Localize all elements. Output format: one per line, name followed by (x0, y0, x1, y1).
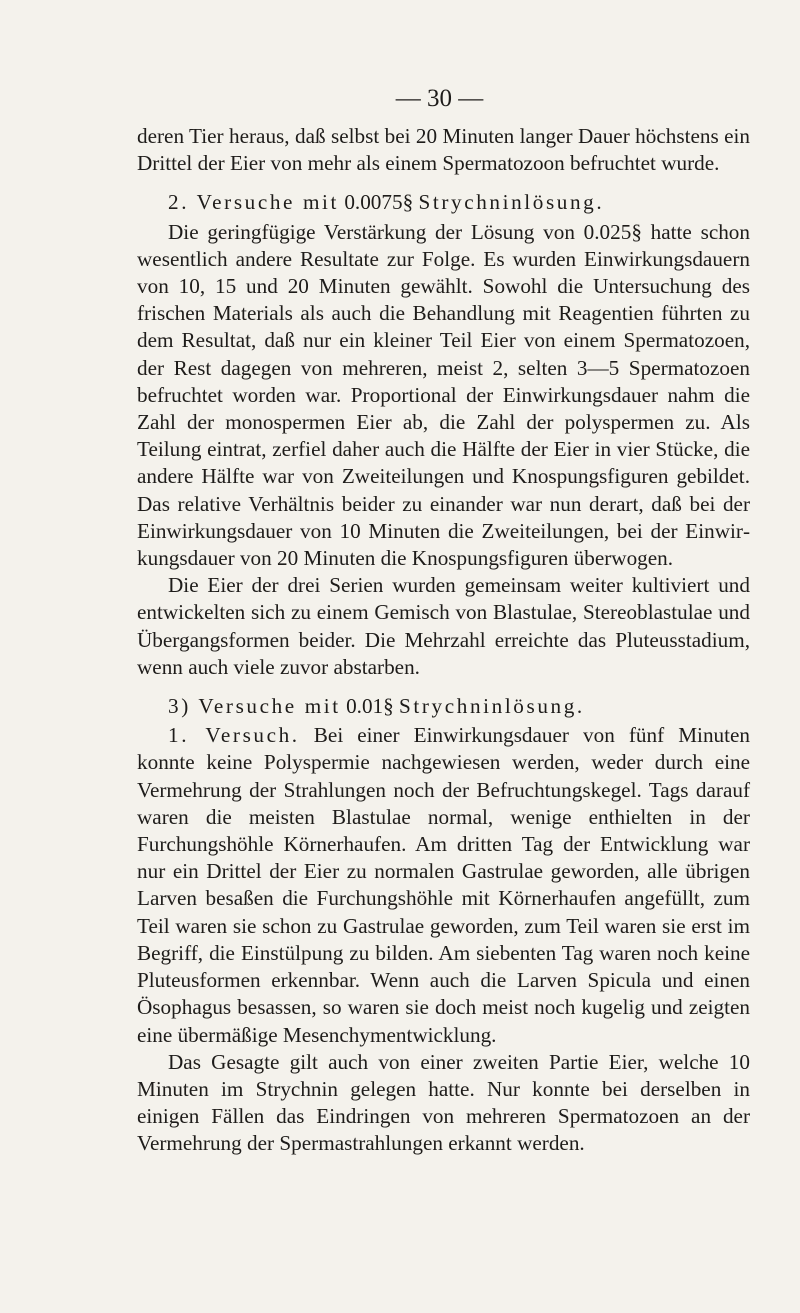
section-heading-3-concentration: 0.01§ (346, 694, 394, 719)
section-heading-2-concentration: 0.0075§ (344, 190, 414, 215)
section-heading-2-title: Strychninlösung. (418, 190, 605, 215)
experiment-1-label: 1. Versuch. (168, 723, 300, 748)
section-heading-2 (137, 189, 750, 216)
section-heading-3 (137, 693, 750, 720)
section-heading-3-title: Strychninlösung. (399, 694, 585, 719)
paragraph-culture-2: Die Eier der drei Serien wurden gemeinsam weiter kultiviert und entwickelten sich zu einem Gemisch von Blastulae, Stereoblastulae und Übergangsformen beider. Die Mehrzahl erreichte das Pluteusstadium, wenn auch viele zuvor abstarben. (137, 573, 750, 679)
paragraph-experiment-1 (137, 722, 750, 1048)
experiment-1-text: Bei einer Einwirkungsdauer von fünf Minuten konnte keine Polyspermie nachgewiesen werden, weder durch eine Vermehrung der Strahlungen noch der Befruchtungskegel. Tags darauf waren die meisten Blastulae normal, wenige enthielten in der Furchungshöhle Körnerhaufen. Am dritten Tag der Entwicklung war nur ein Drittel der Eier zu normalen Gastrulae geworden, alle übrigen Larven besaßen die Furchungshöhle mit Körnerhaufen angefüllt, zum Teil waren sie schon zu Gastrulae geworden, zum Teil waren sie erst im Begriff, die Einstülpung zu bilden. Am siebenten Tag waren noch keine Pluteusformen erkennbar. Wenn auch die Larven Spicula und einen Ösophagus besassen, so waren sie doch meist noch kugelig und zeigten eine übermäßige Mesenchymentwicklung. (137, 723, 751, 1047)
paragraph-results-2: Die geringfügige Verstärkung der Lösung von 0.025§ hatte schon wesentlich andere Resultate zur Folge. Es wurden Einwirkungsdauern von 10, 15 und 20 Minuten gewählt. Sowohl die Untersuchung des frischen Materials als auch die Behandlung mit Reagentien führten zu dem Resultat, daß nur ein kleiner Teil Eier von einem Spermatozoen, der Rest dagegen von mehreren, meist 2, selten 3—5 Spermatozoen befruchtet worden war. Proportional der Einwirkungsdauer nahm die Zahl der monospermen Eier ab, die Zahl der polyspermen zu. Als Teilung eintrat, zerfiel daher auch die Hälfte der Eier in vier Stücke, die andere Hälfte war von Zweiteilungen und Knospungsfiguren gebildet. Das relative Verhältnis beider zu einander war nun derart, daß bei der Einwirkungsdauer von 10 Minuten die Zweiteilungen, bei der Einwirkungsdauer von 20 Minuten die Knospungsfiguren überwogen. (137, 219, 750, 571)
section-heading-2-label: 2. Versuche mit (168, 190, 340, 215)
paragraph-experiment-2: Das Gesagte gilt auch von einer zweiten Partie Eier, welche 10 Minuten im Strychnin gelegen hatte. Nur konnte bei derselben in einigen Fällen das Eindringen von mehreren Spermatozoen an der Vermehrung der Spermastrahlungen erkannt werden. (137, 1049, 750, 1156)
body-text (137, 123, 750, 1158)
paragraph-continuation: deren Tier heraus, daß selbst bei 20 Minuten langer Dauer höchstens ein Drittel der Eier von mehr als einem Spermatozoon befruchtet wurde. (137, 124, 750, 176)
page-number: — 30 — (395, 85, 484, 112)
section-heading-3-label: 3) Versuche mit (168, 694, 341, 719)
